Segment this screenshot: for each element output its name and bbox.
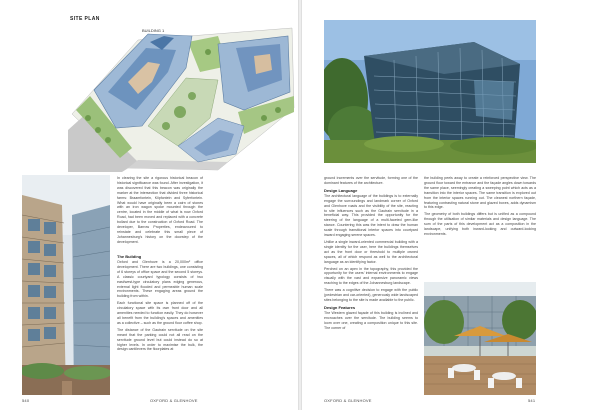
left-text-column-1 <box>117 176 203 247</box>
courtyard-cafe-photo <box>424 282 536 395</box>
paragraph: the building peels away to create a reinforced perspective view. The ground floor toward the entrance and the façade angles down towards the same place, seemingly creating a sweeping point which acts as a transition into the interior spaces. The same transition is explored out from the interior spaces running out. The cleanest northern façade, featuring contrasting natural stone and glazed boxes, adds dynamism to this edge. <box>424 176 536 210</box>
paragraph: Unlike a single inward-oriented commercial building with a single identity for the user, here the buildings themselves act as the front door or threshold to multiple owned spaces, all of which respond as well to the architectural language as an identifying factor. <box>324 239 418 264</box>
right-text-column-1 <box>324 176 418 332</box>
left-page <box>0 0 298 410</box>
left-text-column-1b <box>117 252 203 354</box>
paragraph: The distance of the Gautrain servitude on the site meant that the parking could not all read on the servitude ground level but could instead do so at higher levels. In order to maximise the bulk, the design cantilevers the floorplates at <box>117 327 203 352</box>
paragraph: The architectural language of the buildings is to externally engage the surroundings and landmark corner of Oxford and Glenhove roads and the visibility of the site, reacting to site influences such as the Gautrain servitude in a beneficial way. This provided the opportunity for the steering of the language of a multi-faceted gem-like stance. Countering this was the intent to draw the human scale through transitional interior spaces into courtyard inward engaging serene spaces. <box>324 193 418 238</box>
site-plan-label: SITE PLAN <box>70 16 100 22</box>
heading-design-language: Design Language <box>324 187 358 193</box>
paragraph: Each functional site space is planned off of the circulatory space with its own front door and all amenities needed to function easily. They do however all benefit from the building’s spaces and amenities as a collective – such as the ground floor coffee shop. <box>117 301 203 325</box>
paragraph: Oxford and Glenhove is a 20,000m² office development. There are two buildings, one consisting of 6 storeys of office space and the second 5 storeys. A classic courtyard typology consists of two east/west-type circulatory plans edging generous, external light flooded and permeable human scale environments. These engaging areas ground the building from within. <box>117 260 203 299</box>
paragraph: The Western glazed façade of this building is inclined and encroaches over the servitude. The building seems to loom over one, creating a composition unique to this site. The corner of <box>324 310 418 330</box>
folio-number-left: 540 <box>22 398 30 403</box>
paragraph: The geometry of both buildings differs but is unified as a compound through the utilisation of similar materials and design language. The sum of the parts of this development act as a composition in the landscape, unifying both inward-looking and outward-looking environments. <box>424 212 536 236</box>
site-plan-drawing <box>68 22 296 172</box>
folio-number-right: 541 <box>528 398 536 403</box>
heading-design-features: Design Features <box>324 304 356 310</box>
right-page <box>302 0 600 410</box>
site-plan-building-label: BUILDING 1 <box>142 28 165 33</box>
paragraph: ground increments over the servitude, forming one of the dominant features of the architecture. <box>324 176 418 185</box>
folio-title-left: OXFORD & GLENHOVE <box>150 398 198 403</box>
heading-the-building: The Building <box>117 254 142 259</box>
paragraph: There was a cognitive decision to engage with the public (pedestrian and car-oriented), generously wide landscaped sites belonging to the site is made available to the public. <box>324 288 418 302</box>
right-text-column-2 <box>424 176 536 239</box>
paragraph: In clearing the site a rigorous historical beacon of historical significance was found. After investigation, it was discovered that this beacon was originally the marker at the intersection that divided three historical farms: Braamfontein, Klipfontein and Syferfontein. What would have originally been a cairn of stones with an iron wagon spoke mounted through the centre, located in the middle of what is now Oxford Road, had been moved and replaced with a concrete bollard due to the construction of Oxford Road. The developer, Barrow Properties, endeavoured to reinstate and celebrate this small piece of Johannesburg’s history on the doorstep of the development. <box>117 176 203 244</box>
building-exterior-photo <box>324 20 536 163</box>
building-facade-photo <box>22 175 110 395</box>
folio-title-right: OXFORD & GLENHOVE <box>324 398 372 403</box>
paragraph: Perched on an apex in the topography, this provided the opportunity for the users’ internal environments to engage visually with the vast and expansive panoramic views reaching to the edges of the Johannesburg landscape. <box>324 266 418 286</box>
